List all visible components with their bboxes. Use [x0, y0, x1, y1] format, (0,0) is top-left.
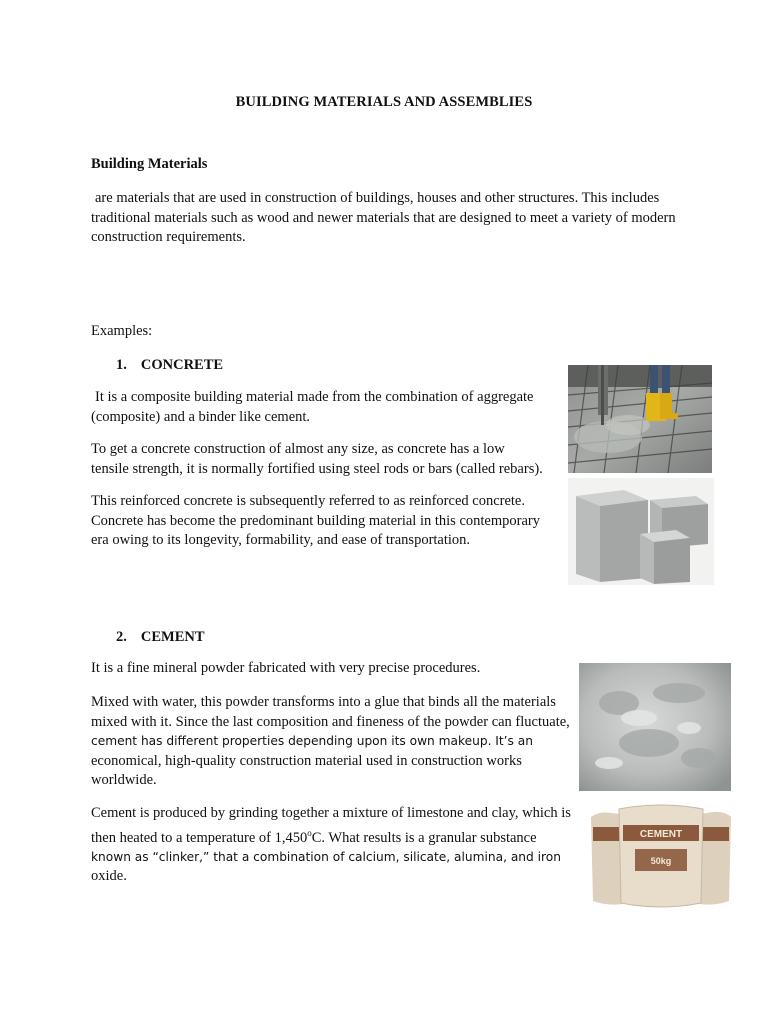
- concrete-paragraph-3: This reinforced concrete is subsequently referred to as reinforced concrete. Concrete has become the predominant building material in this contemporary era owing to its longevity, formability, and ease of transportation.: [91, 493, 540, 548]
- concrete-title: CONCRETE: [140, 357, 224, 373]
- cement-paragraph-2: [91, 693, 571, 791]
- bag-label: CEMENT: [639, 829, 683, 840]
- cement-paragraph-2-text-c: economical, high-quality construction material used in construction works worldwide.: [91, 752, 522, 788]
- cement-paragraph-1: It is a fine mineral powder fabricated with very precise procedures.: [91, 660, 481, 676]
- cement-title: CEMENT: [140, 629, 205, 645]
- concrete-pouring-photo: [568, 365, 712, 473]
- concrete-blocks-photo: [568, 478, 714, 585]
- cement-paragraph-3-text-c: known as “clinker,” that a combination of calcium, silicate, alumina, and iron: [91, 849, 561, 864]
- intro-paragraph: are materials that are used in construction of buildings, houses and other structures. This includes traditional materials such as wood and newer materials that are designed to meet a variety of modern construction requirements.: [91, 190, 676, 245]
- concrete-heading: [116, 356, 223, 374]
- cement-paragraph-3: [91, 804, 573, 887]
- document-title: BUILDING MATERIALS AND ASSEMBLIES: [235, 94, 533, 110]
- concrete-number: 1.: [116, 357, 127, 373]
- degree-mark: o: [307, 827, 312, 838]
- concrete-paragraph-2: To get a concrete construction of almost any size, as concrete has a low tensile strength, it is normally fortified using steel rods or bars (called rebars).: [91, 441, 543, 477]
- cement-bags-photo: [589, 799, 733, 909]
- cement-paragraph-3-text-a: Cement is produced by grinding together a mixture of limestone and clay, which is then heated to a temperature of 1,450: [91, 805, 571, 846]
- section-heading: Building Materials: [91, 156, 208, 172]
- bag-weight: 50kg: [650, 856, 672, 866]
- cement-paragraph-2-text-a: Mixed with water, this powder transforms into a glue that binds all the materials mixed with it. Since the last composition and fineness of the powder can fluctuate,: [91, 694, 570, 730]
- examples-label: Examples:: [91, 323, 153, 339]
- cement-paragraph-3-text-d: oxide.: [91, 868, 127, 885]
- cement-paragraph-3-text-b: C. What results is a granular substance: [311, 829, 537, 846]
- cement-heading: [116, 628, 205, 646]
- cement-number: 2.: [116, 629, 127, 645]
- cement-paragraph-2-text-b: cement has different properties depending upon its own makeup. It’s an: [91, 734, 533, 748]
- concrete-paragraph-1: It is a composite building material made from the combination of aggregate (composite) and a binder like cement.: [91, 389, 534, 425]
- cement-paragraph-3-line: [91, 804, 573, 848]
- cement-powder-photo: [579, 663, 731, 791]
